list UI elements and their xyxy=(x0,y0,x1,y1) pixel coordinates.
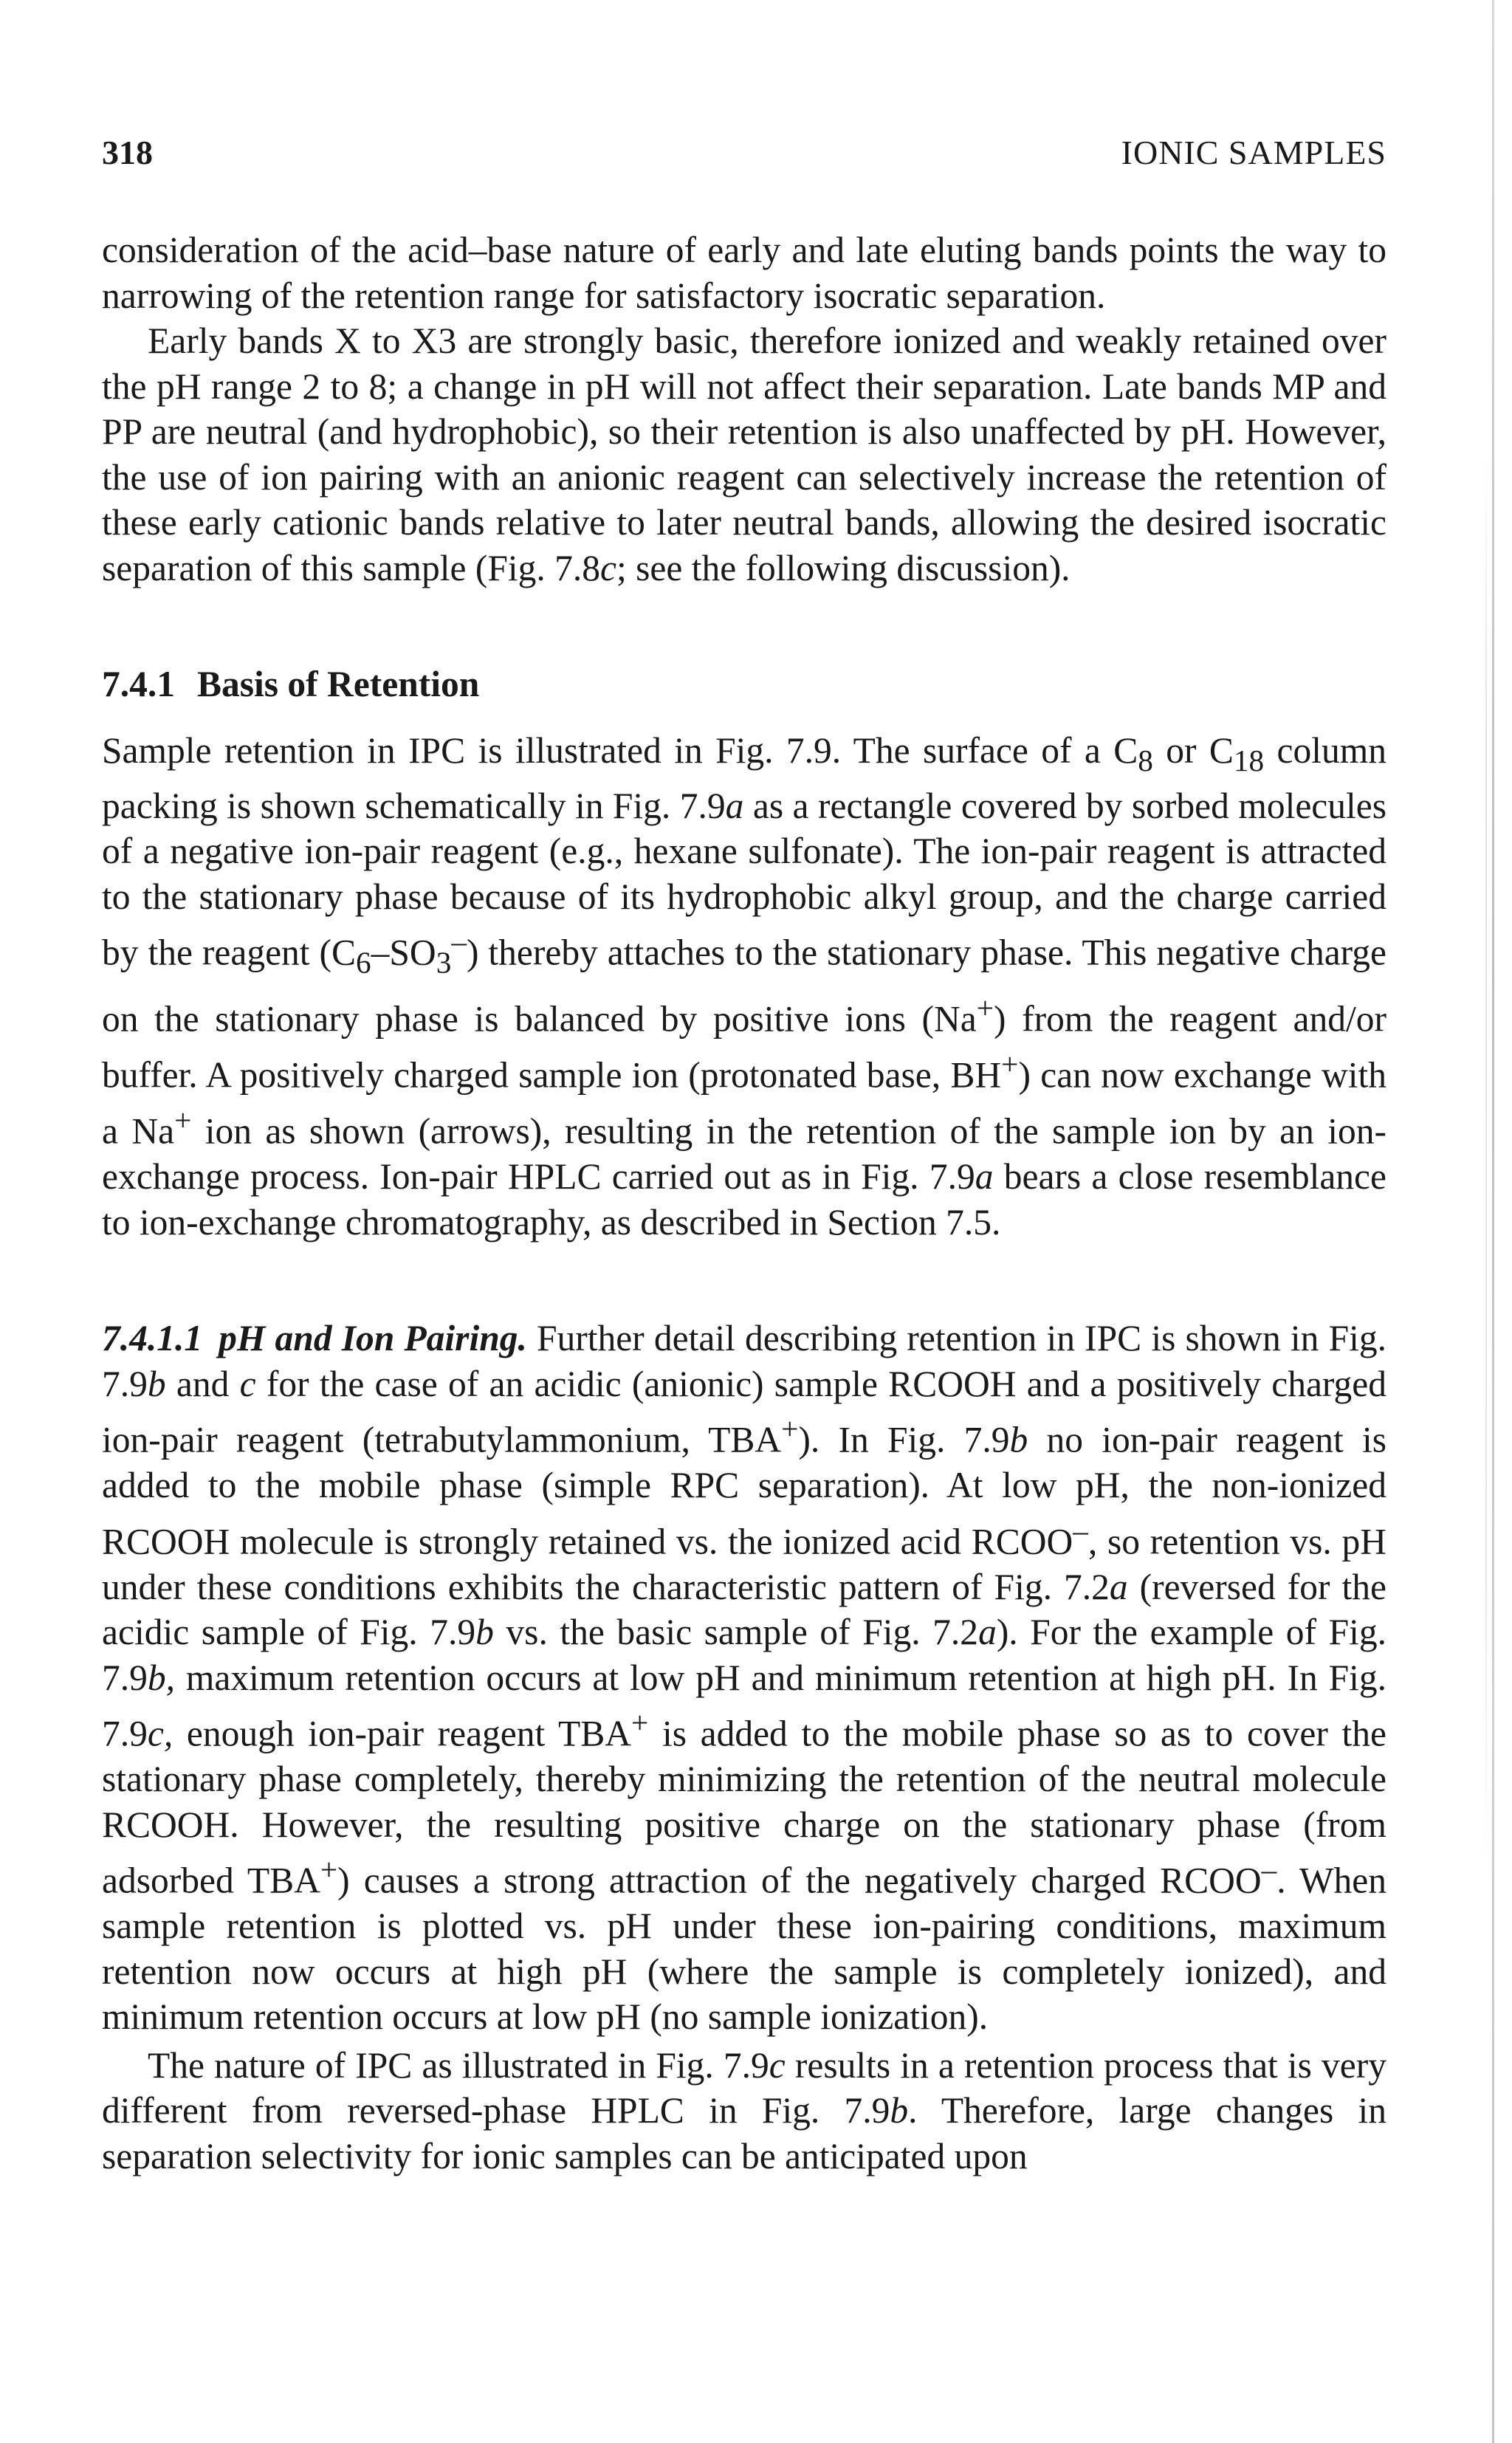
running-header xyxy=(102,133,1386,199)
running-title: IONIC SAMPLES xyxy=(1121,134,1386,171)
scan-edge-rule xyxy=(1492,0,1494,2443)
subsection-number: 7.4.1.1 xyxy=(102,1318,203,1359)
page-number: 318 xyxy=(102,134,153,171)
paragraph-continuation: consideration of the acid–base nature of early and late eluting bands points the way to narrowing of the retention range for satisfactory isocratic separation. xyxy=(102,230,1386,316)
subsection-heading xyxy=(102,1318,527,1358)
scan-edge-shadow xyxy=(1485,458,1487,1860)
subsection-title: pH and Ion Pairing. xyxy=(219,1318,527,1359)
book-page xyxy=(102,133,1386,2179)
paragraph-nature-of-ipc: The nature of IPC as illustrated in Fig. 7.9c results in a retention process that is very different from reversed-phase HPLC in Fig. 7.9b. Therefore, large changes in separation selectivity for ionic samples can be anticipated upon xyxy=(102,2044,1386,2176)
paragraph-bands: Early bands X to X3 are strongly basic, therefore ionized and weakly retained over the pH range 2 to 8; a change in pH will not affect their separation. Late bands MP and PP are neutral (and hydrophobic), so their retention is also unaffected by pH. However, the use of ion pairing with an anionic reagent can selectively increase the retention of these early cationic bands relative to later neutral bands, allowing the desired isocratic separation of this sample (Fig. 7.8c; see the following discussion). xyxy=(102,320,1386,588)
subsection-paragraph: 7.4.1.1 pH and Ion Pairing. Further detail describing retention in IPC is shown in Fig. 7.9b and c for the case of an acidic (anionic) sample RCOOH and a positively charged ion-pair reagent (tetrabutylammonium, TBA+). In Fig. 7.9b no ion-pair reagent is added to the mobile phase (simple RPC separation). At low pH, the non-ionized RCOOH molecule is strongly retained vs. the ionized acid RCOO–, so retention vs. pH under these conditions exhibits the characteristic pattern of Fig. 7.2a (reversed for the acidic sample of Fig. 7.9b vs. the basic sample of Fig. 7.2a). For the example of Fig. 7.9b, maximum retention occurs at low pH and minimum retention at high pH. In Fig. 7.9c, enough ion-pair reagent TBA+ is added to the mobile phase so as to cover the stationary phase completely, thereby minimizing the retention of the neutral molecule RCOOH. However, the resulting positive charge on the stationary phase (from adsorbed TBA+) causes a strong attraction of the negatively charged RCOO–. When sample retention is plotted vs. pH under these ion-pairing conditions, maximum retention now occurs at high pH (where the sample is completely ionized), and minimum retention occurs at low pH (no sample ionization). xyxy=(102,1318,1387,2038)
section-heading xyxy=(102,662,1386,707)
section-number: 7.4.1 xyxy=(102,664,175,704)
paragraph-basis-of-retention: Sample retention in IPC is illustrated in Fig. 7.9. The surface of a $C_8$ or $C_{18}$ column packing is shown schematically in Fig. 7.9a as a rectangle covered by sorbed molecules of a negative ion-pair reagent (e.g., hexane sulfonate). The ion-pair reagent is attracted to the stationary phase because of its hydrophobic alkyl group, and the charge carried by the reagent $(C_6-SO_3^-)$ thereby attaches to the stationary phase. This negative charge on the stationary phase is balanced by positive ions (Na+) from the reagent and/or buffer. A positively charged sample ion (protonated base, BH+) can now exchange with a Na+ ion as shown (arrows), resulting in the retention of the sample ion by an ion-exchange process. Ion-pair HPLC carried out as in Fig. 7.9a bears a close resemblance to ion-exchange chromatography, as described in Section 7.5. xyxy=(102,729,1387,1243)
section-title: Basis of Retention xyxy=(197,664,480,704)
